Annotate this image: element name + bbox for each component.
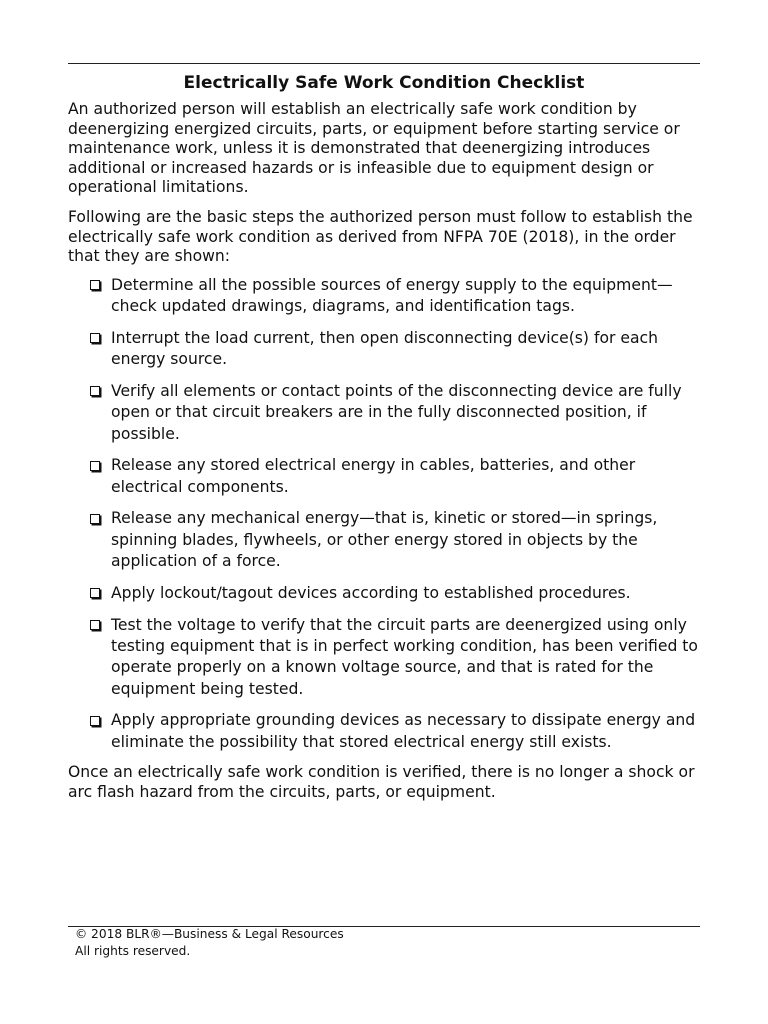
checklist-item [90,710,700,753]
checklist-item-text: Apply lockout/tagout devices according to established procedures. [111,583,631,602]
document-title: Electrically Safe Work Condition Checklist [183,73,585,93]
checklist-item-text: Release any stored electrical energy in cables, batteries, and other electrical components. [111,456,636,496]
checkbox-icon [90,386,100,396]
page-footer [68,926,700,961]
checkbox-icon [90,716,100,726]
checklist-item-text: Apply appropriate grounding devices as necessary to dissipate energy and eliminate the possibility that stored electrical energy still exists. [111,711,696,751]
checklist [68,275,700,753]
intro-paragraph: An authorized person will establish an electrically safe work condition by deenergizing energized circuits, parts, or equipment before starting service or maintenance work, unless it is demonstrated that deenergizing introduces additional or increased hazards or is infeasible due to equipment design or operational limitations. [68,100,680,197]
checklist-item-text: Interrupt the load current, then open disconnecting device(s) for each energy source. [111,328,658,369]
checklist-item [90,615,700,700]
checklist-item [90,275,700,318]
header-rule [68,63,700,64]
checklist-item [90,328,700,371]
checkbox-icon [90,588,100,598]
checklist-item [90,508,700,572]
checkbox-icon [90,461,100,471]
checklist-item-text: Release any mechanical energy—that is, kinetic or stored—in springs, spinning blades, flywheels, or other energy stored in objects by the application of a force. [111,509,658,571]
steps-intro-paragraph: Following are the basic steps the authorized person must follow to establish the electrically safe work condition as derived from NFPA 70E (2018), in the order that they are shown: [68,207,693,266]
footer-rights: All rights reserved. [75,944,191,958]
checklist-item [90,583,700,604]
document-body [68,63,700,803]
checkbox-icon [90,280,100,290]
checklist-item-text: Verify all elements or contact points of the disconnecting device are fully open or that circuit breakers are in the fully disconnected position, if possible. [111,381,682,443]
footer-copyright: © 2018 BLR®—Business & Legal Resources [75,927,344,941]
checklist-item-text: Test the voltage to verify that the circuit parts are deenergized using only testing equipment that is in perfect working condition, has been verified to operate properly on a known voltage source, and that is rated for the equipment being tested. [111,615,698,698]
checklist-item [90,381,700,445]
checkbox-icon [90,620,100,630]
checklist-item [90,455,700,498]
closing-paragraph: Once an electrically safe work condition is verified, there is no longer a shock or arc flash hazard from the circuits, parts, or equipment. [68,763,695,801]
checklist-item-text: Determine all the possible sources of energy supply to the equipment—check updated drawings, diagrams, and identification tags. [111,275,673,316]
checkbox-icon [90,514,100,524]
checkbox-icon [90,333,100,343]
